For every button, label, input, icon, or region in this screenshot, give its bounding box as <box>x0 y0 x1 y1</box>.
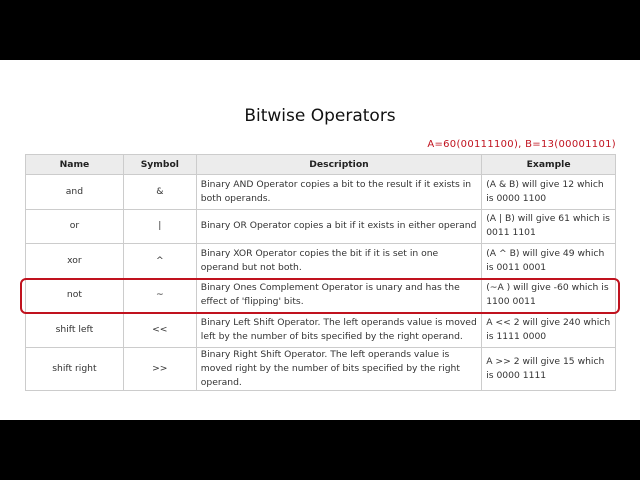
header-example: Example <box>482 155 616 175</box>
cell-name: shift right <box>26 347 124 390</box>
cell-description: Binary OR Operator copies a bit if it exists in either operand <box>196 209 481 244</box>
cell-description: Binary XOR Operator copies the bit if it is set in one operand but not both. <box>196 244 481 279</box>
cell-name: not <box>26 278 124 313</box>
header-symbol: Symbol <box>123 155 196 175</box>
cell-symbol: >> <box>123 347 196 390</box>
cell-name: xor <box>26 244 124 279</box>
values-note: A=60(00111100), B=13(00001101) <box>427 139 616 150</box>
table-row <box>26 209 616 244</box>
cell-description: Binary Ones Complement Operator is unary and has the effect of 'flipping' bits. <box>196 278 481 313</box>
cell-example: (A & B) will give 12 which is 0000 1100 <box>482 175 616 210</box>
header-description: Description <box>196 155 481 175</box>
cell-symbol: | <box>123 209 196 244</box>
table-row <box>26 244 616 279</box>
cell-description: Binary Left Shift Operator. The left operands value is moved left by the number of bits specified by the right operand. <box>196 313 481 348</box>
cell-description: Binary AND Operator copies a bit to the result if it exists in both operands. <box>196 175 481 210</box>
cell-symbol: & <box>123 175 196 210</box>
slide <box>0 60 640 420</box>
cell-name: and <box>26 175 124 210</box>
cell-description: Binary Right Shift Operator. The left operands value is moved right by the number of bits specified by the right operand. <box>196 347 481 390</box>
page-title: Bitwise Operators <box>244 106 396 126</box>
header-name: Name <box>26 155 124 175</box>
table-row <box>26 313 616 348</box>
cell-example: A << 2 will give 240 which is 1111 0000 <box>482 313 616 348</box>
cell-example: (A ^ B) will give 49 which is 0011 0001 <box>482 244 616 279</box>
table-header <box>26 155 616 175</box>
highlight-box <box>20 278 620 314</box>
cell-example: (~A ) will give -60 which is 1100 0011 <box>482 278 616 313</box>
table-row <box>26 175 616 210</box>
cell-symbol: << <box>123 313 196 348</box>
cell-example: A >> 2 will give 15 which is 0000 1111 <box>482 347 616 390</box>
cell-symbol: ~ <box>123 278 196 313</box>
cell-name: shift left <box>26 313 124 348</box>
operators-table <box>25 154 616 391</box>
cell-name: or <box>26 209 124 244</box>
cell-example: (A | B) will give 61 which is 0011 1101 <box>482 209 616 244</box>
cell-symbol: ^ <box>123 244 196 279</box>
table-row <box>26 347 616 390</box>
